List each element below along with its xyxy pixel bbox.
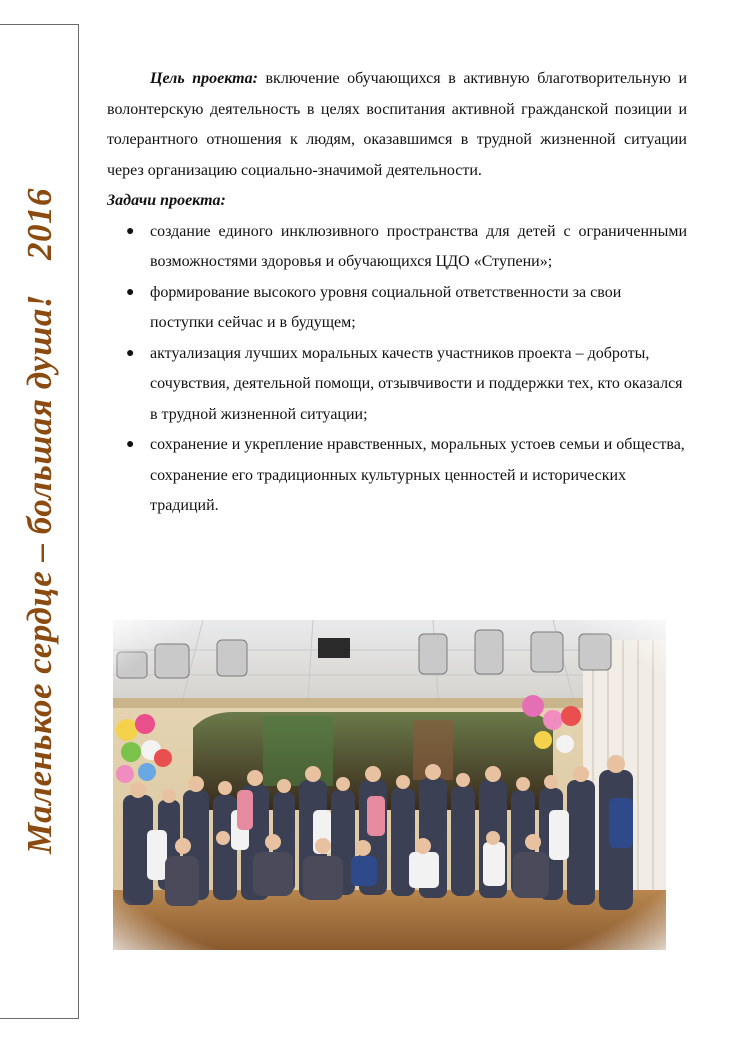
group-photo — [113, 620, 666, 950]
bullet-icon: ● — [126, 345, 135, 361]
sidebar-title-text: Маленькое сердце – большая душа! — [20, 294, 59, 854]
goal-label: Цель проекта: — [150, 70, 258, 87]
list-item — [107, 217, 687, 278]
task-text: создание единого инклюзивного пространства для детей с ограниченными возможностями здоровья и обучающихся ЦДО «Ступени»; — [150, 222, 687, 270]
list-item — [107, 430, 687, 522]
main-content — [107, 64, 687, 522]
tasks-heading: Задачи проекта: — [107, 192, 226, 209]
bullet-icon: ● — [126, 437, 135, 452]
tasks-list — [107, 217, 687, 522]
list-item — [107, 339, 687, 431]
group-photo-illustration — [113, 620, 666, 950]
list-item — [107, 278, 687, 339]
goal-paragraph — [107, 64, 687, 186]
task-text: формирование высокого уровня социальной ответственности за свои поступки сейчас и в будущем; — [150, 283, 622, 331]
goal-text: включение обучающихся в активную благотворительную и волонтерскую деятельность в целях воспитания активной гражданской позиции и толерантного отношения к людям, оказавшимся в трудной жизненной ситуации через организацию социально-значимой деятельности. — [107, 70, 688, 179]
task-text: актуализация лучших моральных качеств участников проекта – доброты, сочувствия, деятельной помощи, отзывчивости и поддержки тех, кто оказался в трудной жизненной ситуации; — [150, 344, 683, 423]
sidebar-year: 2016 — [20, 188, 59, 260]
bullet-icon: ● — [126, 223, 135, 239]
bullet-icon: ● — [126, 284, 135, 300]
sidebar-title — [20, 188, 60, 854]
task-text: сохранение и укрепление нравственных, моральных устоев семьи и общества, сохранение его традиционных культурных ценностей и исторических традиций. — [150, 436, 685, 514]
